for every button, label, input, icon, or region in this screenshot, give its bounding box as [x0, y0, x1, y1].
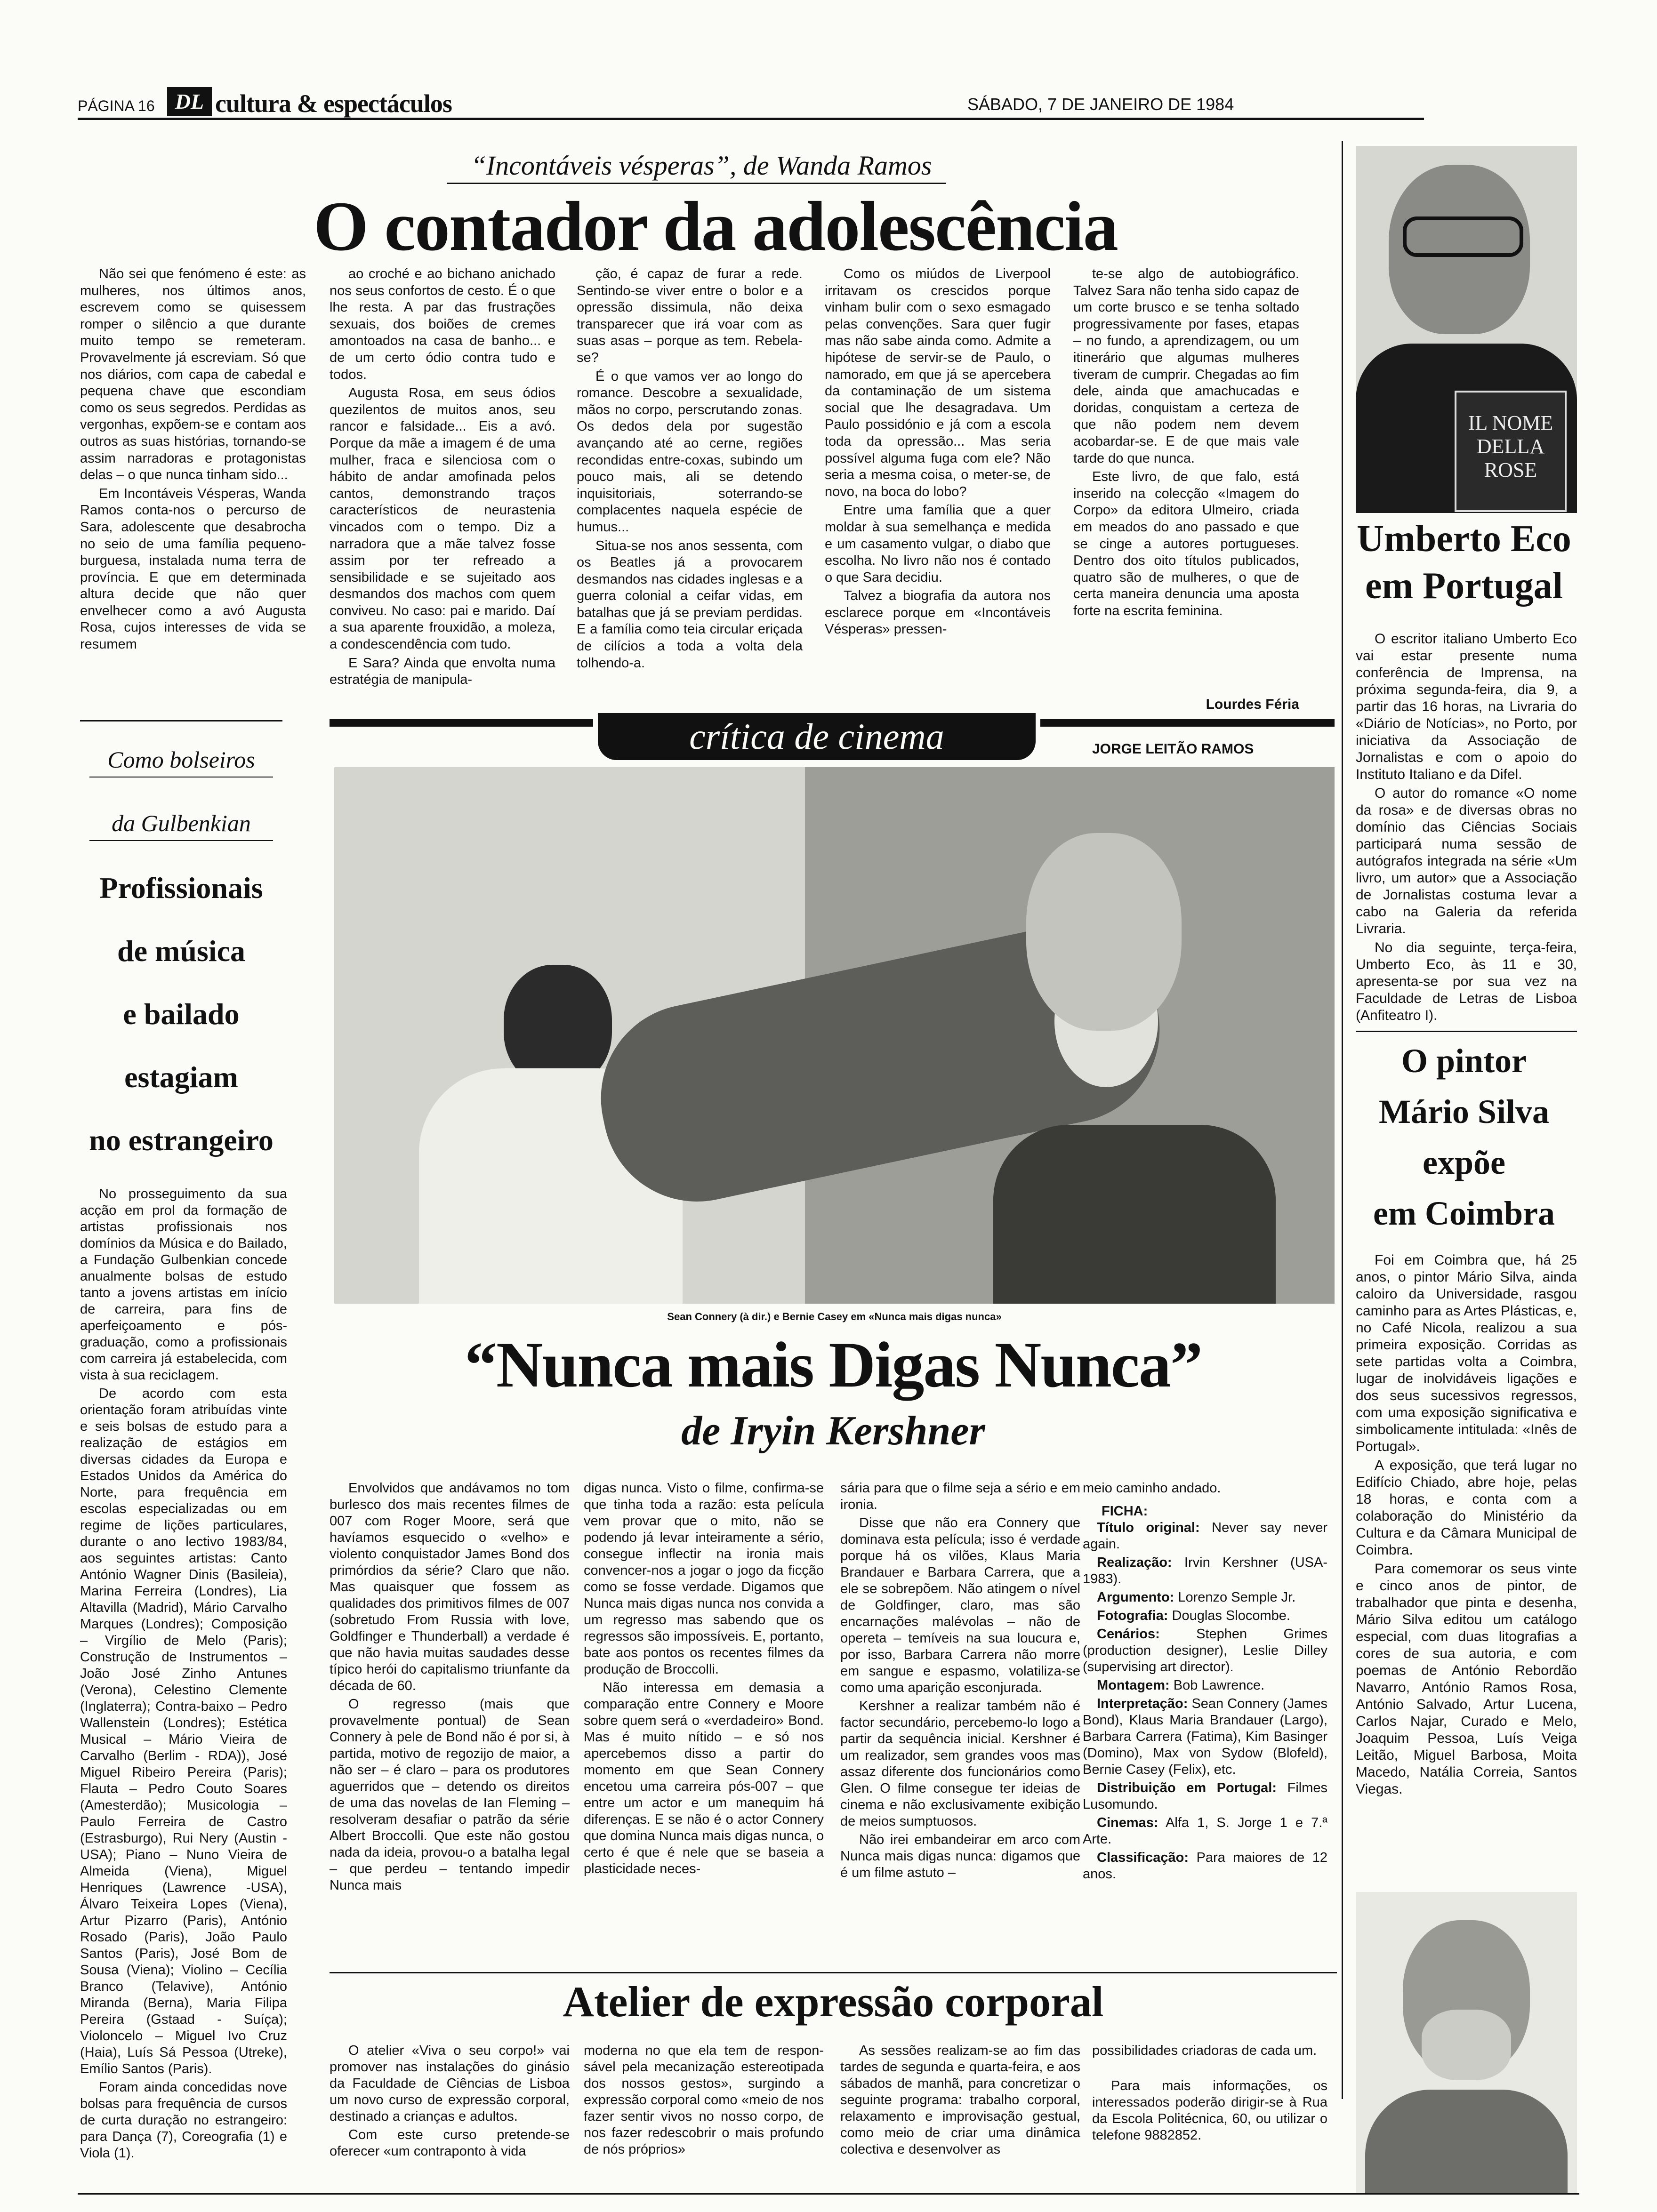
cinema-headline: “Nunca mais Digas Nunca” — [464, 1329, 1202, 1401]
ficha-entry — [1083, 1696, 1327, 1778]
paragraph: te-se algo de autobiográfico. Talvez Sara não tenha sido capaz de um corte brusco e se tenha soltado progressivamente por fases, etapas – no fundo, a aprendizagem, ou um itinerário que algumas mulheres tiveram de cumprir. Chegadas ao fim dele, ainda que amachucadas e doridas, conquistam a certeza de que não podem nem devem acobardar-se. E de que mais vale tarde do que nunca. — [1073, 266, 1299, 466]
paragraph: A exposição, que terá lugar no Edifício Chiado, abre hoje, pelas 18 horas, e conta com a colaboração do Ministério da Cultura e da Câmara Municipal de Coimbra. — [1356, 1458, 1577, 1558]
paragraph: Foram ainda concedidas nove bolsas para frequência de cursos de curta duração no estrangeiro: para Dança (7), Coreografia (1) e Viola (1). — [80, 2080, 287, 2161]
paragraph: digas nunca. Visto o filme, confirma-se que tinha toda a razão: esta película vem provar que o mito, não se podendo já levar inteiramente a sério, consegue inflectir na ironia mais convencer-nos a jogar o jogo da ficção como se fosse verdade. Digamos que Nunca mais digas nunca nos convida a um regresso mas sabendo que os regressos são impossíveis. E, portanto, bate aos pontos os recentes filmes da produção de Broccolli. — [584, 1481, 824, 1677]
paragraph: De acordo com esta orientação foram atribuídas vinte e seis bolsas de estudo para a realização de estágios em diversas cidades da Europa e Estados Unidos da América do Norte, para frequência em escolas especializadas ou em regime de lições particulares, durante o ano lectivo 1983/84, aos seguintes artistas: Canto António Wagner Dinis (Basileia), Marina Ferreira (Londres), Lia Altavilla (Madrid), Mário Carvalho Marques (Londres); Composição – Virgílio de Melo (Paris); Construção de Instrumentos – João José Zinho Antunes (Verona), Celestino Clemente (Inglaterra); Contra-baixo – Pedro Wallenstein (Londres); Estética Musical – Mário Vieira de Carvalho (Berlim - RDA)), José Miguel Ribeiro Pereira (Paris); Flauta – Pedro Couto Soares (Amesterdão); Musicologia – Paulo Ferreira de Castro (Estrasburgo), Rui Nery (Austin - USA); Piano – Nuno Vieira de Almeida (Viena), Miguel Henriques (Lawrence -USA), Álvaro Teixeira Lopes (Viena), Artur Pizarro (Paris), António Rosado (Paris), João Paulo Santos (Paris), José Bom de Sousa (Viena); Violino – Cecília Branco (Telavive), António Miranda (Berna), Maria Filipa Pereira (Gstaad - Suíça); Violoncelo – Miguel Ivo Cruz (Haia), Luís Sá Pessoa (Utreke), Emílio Santos (Paris). — [80, 1386, 287, 2076]
ficha-label: Fotografia: — [1097, 1608, 1168, 1623]
portrait-shoulders — [1365, 2090, 1568, 2193]
ficha-label: Título original: — [1097, 1520, 1200, 1535]
cinema-byline: JORGE LEITÃO RAMOS — [1092, 741, 1254, 757]
umberto-eco-photo — [1356, 146, 1577, 513]
ficha-label: Argumento: — [1097, 1590, 1174, 1605]
ficha-value: Para maiores de 12 anos. — [1083, 1850, 1327, 1882]
headline-line: e bailado — [123, 997, 240, 1031]
ficha-title: FICHA: — [1102, 1504, 1148, 1519]
paragraph: O autor do romance «O nome da rosa» e de diversas obras no domínio das Ciências Sociais participará numa sessão de autógrafos integrada na série «Um livro, um autor» que a Associação de Jornalistas costuma levar a cabo na Galeria da referida Livraria. — [1356, 785, 1577, 937]
main-headline: O contador da adolescência — [314, 187, 1118, 265]
portrait-beard — [1422, 2010, 1511, 2080]
headline-line: Profissionais — [99, 871, 263, 905]
paragraph: Não interessa em demasia a comparação entre Connery e Moore sobre quem será o «verdadeiro» Bond. Mas é muito nítido – e só nos apercebemos disso a partir do momento em que Sean Connery encetou uma carreira pós-007 – que entre um actor e um manequim há diferenças. E se não é o actor Connery que domina Nunca mais digas nunca, o certo é que é nele que se baseia a plasticidade neces- — [584, 1680, 824, 1876]
paragraph: Augusta Rosa, em seus ódios quezilentos de muitos anos, seu rancor e falsidade... Eis a avó. Porque da mãe a imagem é de uma mulher, fraca e silenciosa com o hábito de andar amofinada pelos cantos, demonstrando traços característicos de neurastenia vincados com o tempo. Diz a narradora que a mãe talvez fosse assim por ter refreado a sensibilidade e se sujeitado aos desmandos dos machos com quem conviveu. No caso: pai e marido. Daí a sua aparente frouxidão, a moleza, a condescendência com tudo. — [330, 385, 555, 652]
bolseiros-title — [80, 857, 282, 1172]
ficha-label: Distribuição em Portugal: — [1097, 1780, 1277, 1795]
ficha-entry — [1083, 1555, 1327, 1587]
cinema-col-2 — [584, 1480, 824, 1974]
main-col-5 — [1073, 266, 1299, 689]
paragraph: Para mais informações, os interessados poderão dirigir-se à Rua da Escola Politécnica, 60, ou utilizar o telefone 9882852. — [1092, 2078, 1327, 2143]
paragraph: meio caminho andado. — [1083, 1481, 1221, 1496]
paragraph: Este livro, de que falo, está inserido na colecção «Imagem do Corpo» da editora Ulmeiro, criada em meados do ano passado e que se cinge a autores portugueses. Dentro dos oito títulos publicados, quatro são de mulheres, o que de certa maneira denuncia uma aposta forte na escrita feminina. — [1073, 469, 1299, 618]
portrait-glasses — [1403, 216, 1523, 257]
ficha-label: Classificação: — [1097, 1850, 1189, 1865]
person-right-body — [993, 1125, 1276, 1304]
sean-connery-photo — [334, 767, 1335, 1304]
paragraph: As sessões realizam-se ao fim das tardes de segunda e quarta-feira, e aos sábados de manhã, para concretizar o seguinte programa: trabalho corporal, relaxamento e improvisação gestual, como meio de criar uma dinâmica colectiva e desenvolver as — [840, 2043, 1080, 2157]
ficha-value: Lorenzo Semple Jr. — [1178, 1590, 1296, 1605]
headline-line: em Coimbra — [1373, 1194, 1555, 1232]
mario-silva-photo — [1356, 1892, 1577, 2193]
eco-title-1: Umberto Eco — [1357, 518, 1571, 560]
person-right-head — [1026, 833, 1182, 1031]
ficha-list — [1083, 1520, 1327, 1883]
masthead — [78, 87, 1424, 120]
ficha-entry — [1083, 1626, 1327, 1675]
paragraph: Disse que não era Connery que dominava esta película; isso é verdade porque há os vilões, Klaus Maria Brandauer e Barbara Carrera, que a ele se sobrepõem. Não atingem o nível de Goldfinger, claro, mas são encarnações malévolas – não de opereta – temíveis na sua loucura e, por isso, Barbara Carrera não morre em sangue e espasmo, volatiliza-se como uma aparição esconjurada. — [840, 1515, 1080, 1695]
cinema-banner: crítica de cinema — [598, 713, 1036, 760]
ficha-value: Stephen Grimes (production designer), Leslie Dilley (supervising art director). — [1083, 1627, 1327, 1675]
page-number: PÁGINA 16 — [78, 97, 155, 114]
photo-caption: Sean Connery (à dir.) e Bernie Casey em «Nunca mais digas nunca» — [667, 1311, 1002, 1322]
ficha-value: Never say never again. — [1083, 1520, 1327, 1552]
ficha-entry — [1083, 1780, 1327, 1813]
column-divider — [1342, 141, 1343, 2099]
main-col-4 — [825, 266, 1051, 718]
kicker-underline — [447, 183, 946, 184]
paragraph: moderna no que ela tem de responsável pela mecanização estereotipada dos nossos gestos», surgindo a expressão corporal como «meio de nos fazer sentir vivos no nosso corpo, de nos fazer redescobrir o mais profundo de nós próprios» — [584, 2043, 824, 2157]
book-cover — [1455, 391, 1567, 512]
ficha-label: Cinemas: — [1097, 1815, 1158, 1830]
kicker-underline — [89, 840, 273, 841]
paragraph: Não irei embandeirar em arco com Nunca mais digas nunca: digamos que é um filme astuto – — [840, 1832, 1080, 1880]
paragraph: sária para que o filme seja a sério e em ironia. — [840, 1481, 1080, 1512]
cinema-col-1 — [330, 1480, 570, 1974]
bolseiros-kicker-2: da Gulbenkian — [112, 810, 251, 836]
atelier-col-2 — [584, 2043, 824, 2184]
paragraph: ao croché e ao bichano anichado nos seus confortos de cesto. É o que lhe resta. A par das frustrações sexuais, dos boiões de cremes amontoados na casa de banho... e de um certo ódio contra tudo e todos. — [330, 266, 555, 382]
bolseiros-kicker-1: Como bolseiros — [107, 746, 255, 773]
paragraph: ção, é capaz de furar a rede. Sentindo-se viver entre o bolor e a opressão dissimula, não deixa transparecer que irá voar com as suas asas – porque as tem. Rebela-se? — [577, 266, 803, 365]
main-col-2 — [330, 266, 555, 718]
cinema-ficha — [1083, 1480, 1327, 1974]
main-col-3 — [577, 266, 803, 718]
ficha-entry — [1083, 1850, 1327, 1883]
issue-date: SÁBADO, 7 DE JANEIRO DE 1984 — [967, 95, 1234, 114]
eco-title-2: em Portugal — [1365, 565, 1563, 607]
paragraph: Entre uma família que a quer moldar à sua semelhança e medida e um casamento vulgar, o diabo que escolha. No livro não nos é contado o que Sara decidiu. — [825, 503, 1051, 585]
atelier-col-4 — [1092, 2043, 1327, 2184]
paragraph: No dia seguinte, terça-feira, Umberto Eco, às 11 e 30, apresenta-se por sua vez na Faculdade de Letras de Lisboa (Anfiteatro I). — [1356, 940, 1577, 1023]
headline-line: de música — [117, 934, 245, 968]
ficha-value: Douglas Slocombe. — [1172, 1608, 1290, 1623]
paragraph: Situa-se nos anos sessenta, com os Beatles já a provocarem desmandos nas cidades inglesas e a guerra colonial a ceifar vidas, em batalhas que já se previam perdidas. E a família como teia circular eriçada de cilícios a toda a volta dela tolhendo-a. — [577, 538, 803, 671]
paragraph: O atelier «Viva o seu corpo!» vai promover nas instalações do ginásio da Faculdade de Ciências de Lisboa um novo curso de expressão corporal, destinado a crianças e adultos. — [330, 2043, 570, 2124]
pintor-body — [1356, 1252, 1577, 1911]
ficha-value: Irvin Kershner (USA-1983). — [1083, 1555, 1327, 1587]
atelier-headline: Atelier de expressão corporal — [563, 1978, 1104, 2026]
main-kicker: “Incontáveis vésperas”, de Wanda Ramos — [471, 150, 932, 181]
cinema-col-3 — [840, 1480, 1080, 1974]
paragraph: O regresso (mais que provavelmente pontual) de Sean Connery à pele de Bond não é por si, à partida, motivo de regozijo de maior, a não ser – é claro – para os produtores aguerridos que – detendo os direitos de uma das novelas de Ian Fleming – resolveram desafiar o patrão da série Albert Broccolli. Que este não gostou nada da ideia, provou-o a batalha legal – que perdeu – tentando impedir Nunca mais — [330, 1697, 570, 1893]
paragraph: Para comemorar os seus vinte e cinco anos de pintor, de trabalhador que pinta e desenha, Mário Silva editou um catálogo especial, com duas litografias a cores de sua autoria, e com poemas de António Rebordão Navarro, António Ramos Rosa, António Salvado, Artur Lucena, Carlos Najar, Curado e Melo, Joaquim Pessoa, Luís Veiga Leitão, Miguel Barbosa, Moita Macedo, Natália Correia, Santos Viegas. — [1356, 1561, 1577, 1797]
ficha-entry — [1083, 1520, 1327, 1553]
headline-line: no estrangeiro — [89, 1123, 273, 1157]
paragraph: Com este curso pretende-se oferecer «um contraponto à vida — [330, 2127, 570, 2159]
main-col-1 — [80, 266, 306, 718]
ficha-entry — [1083, 1589, 1327, 1606]
paragraph: Como os miúdos de Liverpool irritavam os crescidos porque vinham bulir com o sexo esmagado pelas convenções. Sara quer fugir mas não sabe ainda como. Admite a hipótese de servir-se de Paulo, o namorado, em que já se apercebera da contaminação de um sistema social que lhe desagradava. Um Paulo possidónio e já com a escola toda da opressão... Mas seria possível alguma fuga com ele? Não seria a mesma coisa, o meter-se, de novo, na boca do lobo? — [825, 266, 1051, 499]
ficha-label: Cenários: — [1097, 1627, 1160, 1642]
atelier-col-1 — [330, 2043, 570, 2184]
paragraph: Em Incontáveis Vésperas, Wanda Ramos conta-nos o percurso de Sara, adolescente que desabrocha no seio de uma família pequeno-burguesa, instalada numa terra de província. E que em determinada altura decide que não quer envelhecer como a avó Augusta Rosa, cujos interesses de vida se resumem — [80, 486, 306, 652]
paragraph: É o que vamos ver ao longo do romance. Descobre a sexualidade, mãos no corpo, perscrutando zonas. Os dedos dela por sugestão avançando até ao cerne, regiões recondidas entre-coxas, subindo um pouco mais, ali se detendo inquisitoriais, soterrando-se complacentes naquela espécie de humus... — [577, 369, 803, 535]
paragraph: Não sei que fenómeno é este: as mulheres, nos últimos anos, escrevem como se quisessem romper o silêncio a que durante muito tempo se remeteram. Provavelmente já escreviam. Só que nos diários, com capa de cabedal e pequena chave que escondiam como os seus segredos. Perdidas as vergonhas, expõem-se e contam aos outros as suas histórias, tornando-se assim narradoras e protagonistas delas – o que nunca tinham sido... — [80, 266, 306, 483]
ficha-value: Alfa 1, S. Jorge 1 e 7.ª Arte. — [1083, 1815, 1327, 1847]
headline-line: O pintor — [1401, 1042, 1527, 1080]
ficha-entry — [1083, 1608, 1327, 1624]
headline-line: estagiam — [124, 1060, 238, 1094]
paragraph: O escritor italiano Umberto Eco vai estar presente numa conferência de Imprensa, na próxima segunda-feira, dia 9, a partir das 16 horas, na Livraria do «Diário de Notícias», no Porto, por iniciativa da Associação de Jornalistas e com o apoio do Instituto Italiano e da Difel. — [1356, 631, 1577, 782]
book-title-text: IL NOME DELLA ROSE — [1468, 411, 1553, 481]
headline-line: Mário Silva — [1379, 1093, 1549, 1130]
dl-logo-icon: DL — [167, 87, 212, 116]
ficha-value: Sean Connery (James Bond), Klaus Maria Brandauer (Largo), Barbara Carrera (Fatima), Kim Basinger (Domino), Max von Sydow (Blofeld), Bernie Casey (Felix), etc. — [1083, 1696, 1327, 1777]
atelier-col-3 — [840, 2043, 1080, 2184]
paragraph: Envolvidos que andávamos no tom burlesco dos mais recentes filmes de 007 com Roger Moore, será que havíamos esquecido o «velho» e violento conquistador James Bond dos primórdios da série? Claro que não. Mas quaisquer que fossem as qualidades dos primitivos filmes de 007 (sobretudo From Russia with love, Goldfinger e Thunderball) a verdade é que não havia muitas saudades desse típico herói do capitalismo triunfante da década de 60. — [330, 1481, 570, 1693]
section-name: cultura & espectáculos — [215, 89, 452, 118]
paragraph: E Sara? Ainda que envolta numa estratégia de manipula- — [330, 655, 555, 688]
cinema-subtitle: de Iryin Kershner — [681, 1408, 985, 1454]
paragraph: Talvez a biografia da autora nos esclarece porque em «Incontáveis Vésperas» pressen- — [825, 588, 1051, 637]
main-author: Lourdes Féria — [1206, 697, 1299, 712]
sidebar-divider — [1356, 1031, 1577, 1032]
page-bottom-rule — [78, 2193, 1579, 2195]
headline-line: expõe — [1423, 1144, 1505, 1181]
bolseiros-body — [80, 1186, 287, 2174]
ficha-entry — [1083, 1815, 1327, 1848]
eco-body — [1356, 631, 1577, 1026]
pintor-title — [1351, 1035, 1577, 1239]
left-divider-top — [80, 720, 282, 721]
paragraph: Kershner a realizar também não é factor secundário, percebemo-lo logo a partir da sequência inicial. Kershner é um realizador, sem grandes voos mas assaz diferente dos funcionários como Glen. O filme consegue ter ideias de cinema e não exclusivamente exibição de meios sumptuosos. — [840, 1699, 1080, 1829]
ficha-label: Montagem: — [1097, 1678, 1170, 1693]
ficha-value: Bob Lawrence. — [1173, 1678, 1265, 1693]
ficha-value: Filmes Lusomundo. — [1083, 1780, 1327, 1812]
masthead-rule — [78, 118, 1424, 120]
cinema-band-left — [330, 719, 593, 727]
cinema-band-right — [1040, 719, 1335, 727]
ficha-entry — [1083, 1677, 1327, 1694]
paragraph: No prosseguimento da sua acção em prol da formação de artistas profissionais nos domínios da Música e do Bailado, a Fundação Gulbenkian concede anualmente bolsas de estudo tanto a jovens artistas em início de carreira, para fins de aperfeiçoamento e pós-graduação, como a profissionais com carreira já estabelecida, com vista à sua reciclagem. — [80, 1186, 287, 1383]
paragraph: possibilidades criadoras de cada um. — [1092, 2043, 1317, 2058]
ficha-label: Interpretação: — [1097, 1696, 1188, 1711]
section-divider-bottom — [330, 1972, 1337, 1973]
ficha-label: Realização: — [1097, 1555, 1172, 1570]
paragraph: Foi em Coimbra que, há 25 anos, o pintor Mário Silva, ainda caloiro da Universidade, rasgou caminho para as Artes Plásticas, e, no Café Nicola, realizou a sua primeira exposição. Corridas as sete partidas volta a Coimbra, lugar de inolvidáveis ligações e dos seus sucessivos regressos, com uma exposição significativa e simbolicamente intitulada: «Inês de Portugal». — [1356, 1252, 1577, 1454]
